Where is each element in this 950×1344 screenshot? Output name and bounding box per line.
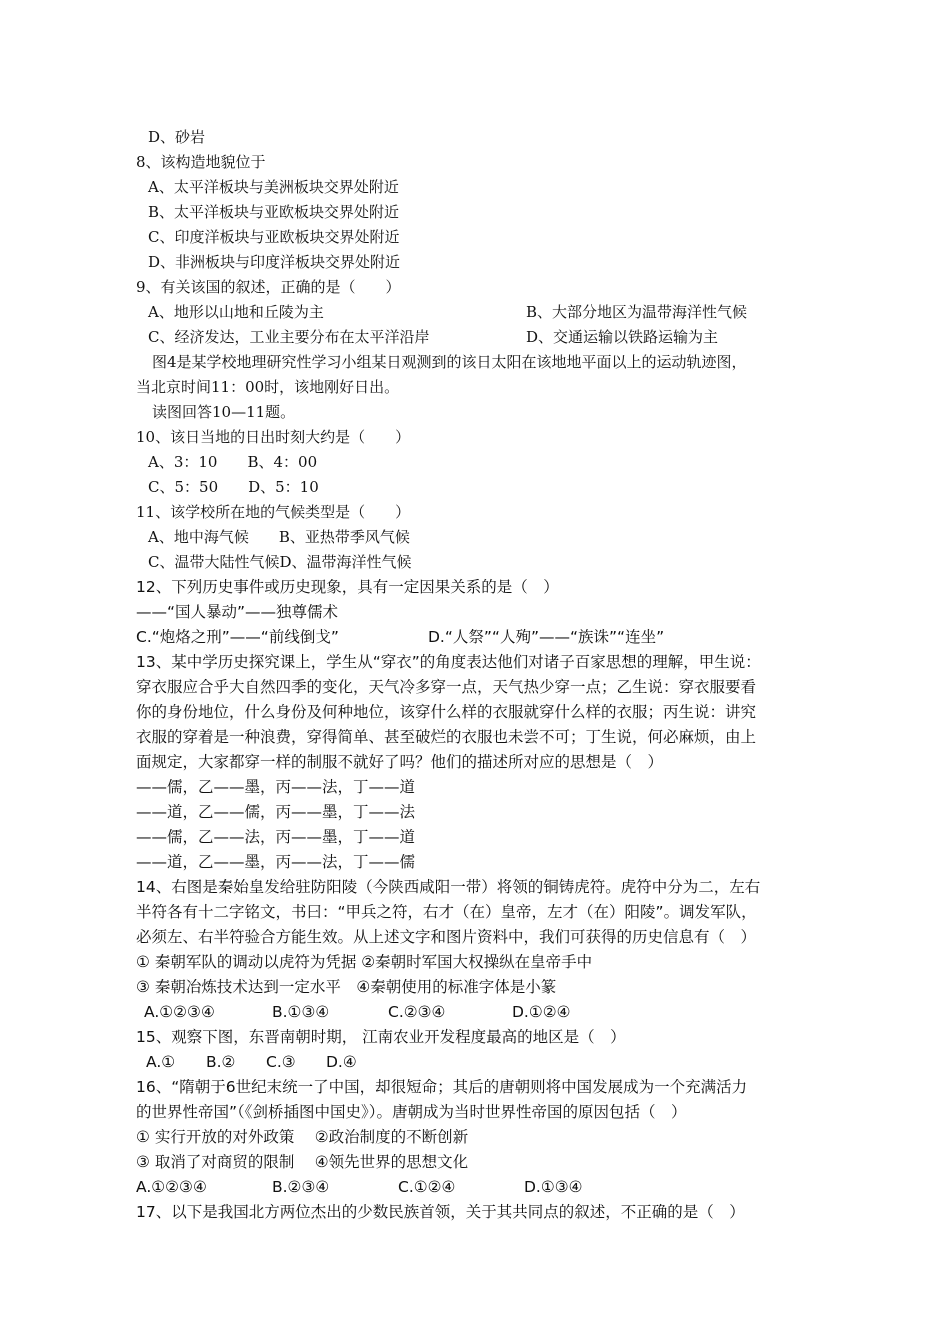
option-line: D、非洲板块与印度洋板块交界处附近 [148,253,401,271]
option-line: B、大部分地区为温带海洋性气候 [526,303,748,321]
option-line: ——儒，乙——墨，丙——法，丁——道 [136,778,416,796]
question-9-stem: 9、有关该国的叙述，正确的是（ ） [136,278,401,296]
text-line: 面规定，大家都穿一样的制服不就好了吗？他们的描述所对应的思想是（ ） [136,753,664,771]
question-11-stem: 11、该学校所在地的气候类型是（ ） [136,503,411,521]
option-line: A.①②③④ [136,1178,207,1196]
text-line: 穿衣服应合乎大自然四季的变化，天气冷多穿一点，天气热少穿一点；乙生说：穿衣服要看 [136,678,757,696]
text-line: ③ 取消了对商贸的限制 ④领先世界的思想文化 [136,1153,469,1171]
option-line: B、太平洋板块与亚欧板块交界处附近 [148,203,400,221]
question-17-stem: 17、以下是我国北方两位杰出的少数民族首领，关于其共同点的叙述，不正确的是（ ） [136,1203,745,1221]
option-line: A.① [146,1053,176,1071]
option-line: C、5：50 D、5：10 [148,478,319,496]
option-line: D.“人祭”“人殉”——“族诛”“连坐” [428,628,665,646]
option-line: C.①②④ [398,1178,456,1196]
option-line: C、印度洋板块与亚欧板块交界处附近 [148,228,400,246]
option-line: C、温带大陆性气候D、温带海洋性气候 [148,553,412,571]
option-line: A、太平洋板块与美洲板块交界处附近 [148,178,399,196]
option-line: D.④ [326,1053,357,1071]
text-line: 你的身份地位，什么身份及何种地位，该穿什么样的衣服就穿什么样的衣服；丙生说：讲究 [136,703,757,721]
text-line: 必须左、右半符验合方能生效。从上述文字和图片资料中，我们可获得的历史信息有（ ） [136,928,757,946]
question-14-stem: 14、右图是秦始皇发给驻防阳陵（今陕西咸阳一带）将领的铜铸虎符。虎符中分为二，左右 [136,878,761,896]
option-line: D.①③④ [524,1178,583,1196]
option-line: C.“炮烙之刑”——“前线倒戈” [136,628,339,646]
option-line: A、地形以山地和丘陵为主 [148,303,324,321]
option-line: A、3：10 B、4：00 [148,453,318,471]
option-line: B.①③④ [272,1003,330,1021]
option-line: ——道，乙——儒，丙——墨，丁——法 [136,803,416,821]
option-line: A.①②③④ [144,1003,215,1021]
text-line: D、砂岩 [148,128,206,146]
option-line: ——道，乙——墨，丙——法，丁——儒 [136,853,416,871]
question-13-stem: 13、某中学历史探究课上，学生从“穿衣”的角度表达他们对诸子百家思想的理解，甲生说： [136,653,761,671]
question-12-stem: 12、下列历史事件或历史现象，具有一定因果关系的是（ ） [136,578,559,596]
option-line: C、经济发达，工业主要分布在太平洋沿岸 [148,328,430,346]
text-line: 当北京时间11：00时，该地刚好日出。 [136,378,400,396]
option-line: B.② [206,1053,236,1071]
text-line: ① 实行开放的对外政策 ②政治制度的不断创新 [136,1128,469,1146]
text-line: 读图回答10—11题。 [152,403,296,421]
text-line: 图4是某学校地理研究性学习小组某日观测到的该日太阳在该地地平面以上的运动轨迹图， [152,353,747,371]
option-line: C.③ [266,1053,296,1071]
option-line: ——儒，乙——法，丙——墨，丁——道 [136,828,416,846]
option-line: D、交通运输以铁路运输为主 [526,328,719,346]
option-line: D.①②④ [512,1003,571,1021]
question-15-stem: 15、观察下图，东晋南朝时期， 江南农业开发程度最高的地区是（ ） [136,1028,626,1046]
text-line: ① 秦朝军队的调动以虎符为凭据 ②秦朝时军国大权操纵在皇帝手中 [136,953,593,971]
question-10-stem: 10、该日当地的日出时刻大约是（ ） [136,428,411,446]
option-line: B.②③④ [272,1178,330,1196]
text-line: 衣服的穿着是一种浪费，穿得简单、甚至破烂的衣服也未尝不可；丁生说，何必麻烦，由上 [136,728,757,746]
option-line: A、地中海气候 B、亚热带季风气候 [148,528,410,546]
text-line: ③ 秦朝冶炼技术达到一定水平 ④秦朝使用的标准字体是小篆 [136,978,557,996]
option-line: C.②③④ [388,1003,446,1021]
question-16-stem: 16、“隋朝于6世纪末统一了中国，却很短命；其后的唐朝则将中国发展成为一个充满活力 [136,1078,748,1096]
text-line: 半符各有十二字铭文，书曰：“甲兵之符，右才（在）皇帝，左才（在）阳陵”。调发军队， [136,903,757,921]
option-line: ——“国人暴动”——独尊儒术 [136,603,339,621]
question-8-stem: 8、该构造地貌位于 [136,153,266,171]
text-line: 的世界性帝国”（《剑桥插图中国史》）。唐朝成为当时世界性帝国的原因包括（ ） [136,1103,687,1121]
